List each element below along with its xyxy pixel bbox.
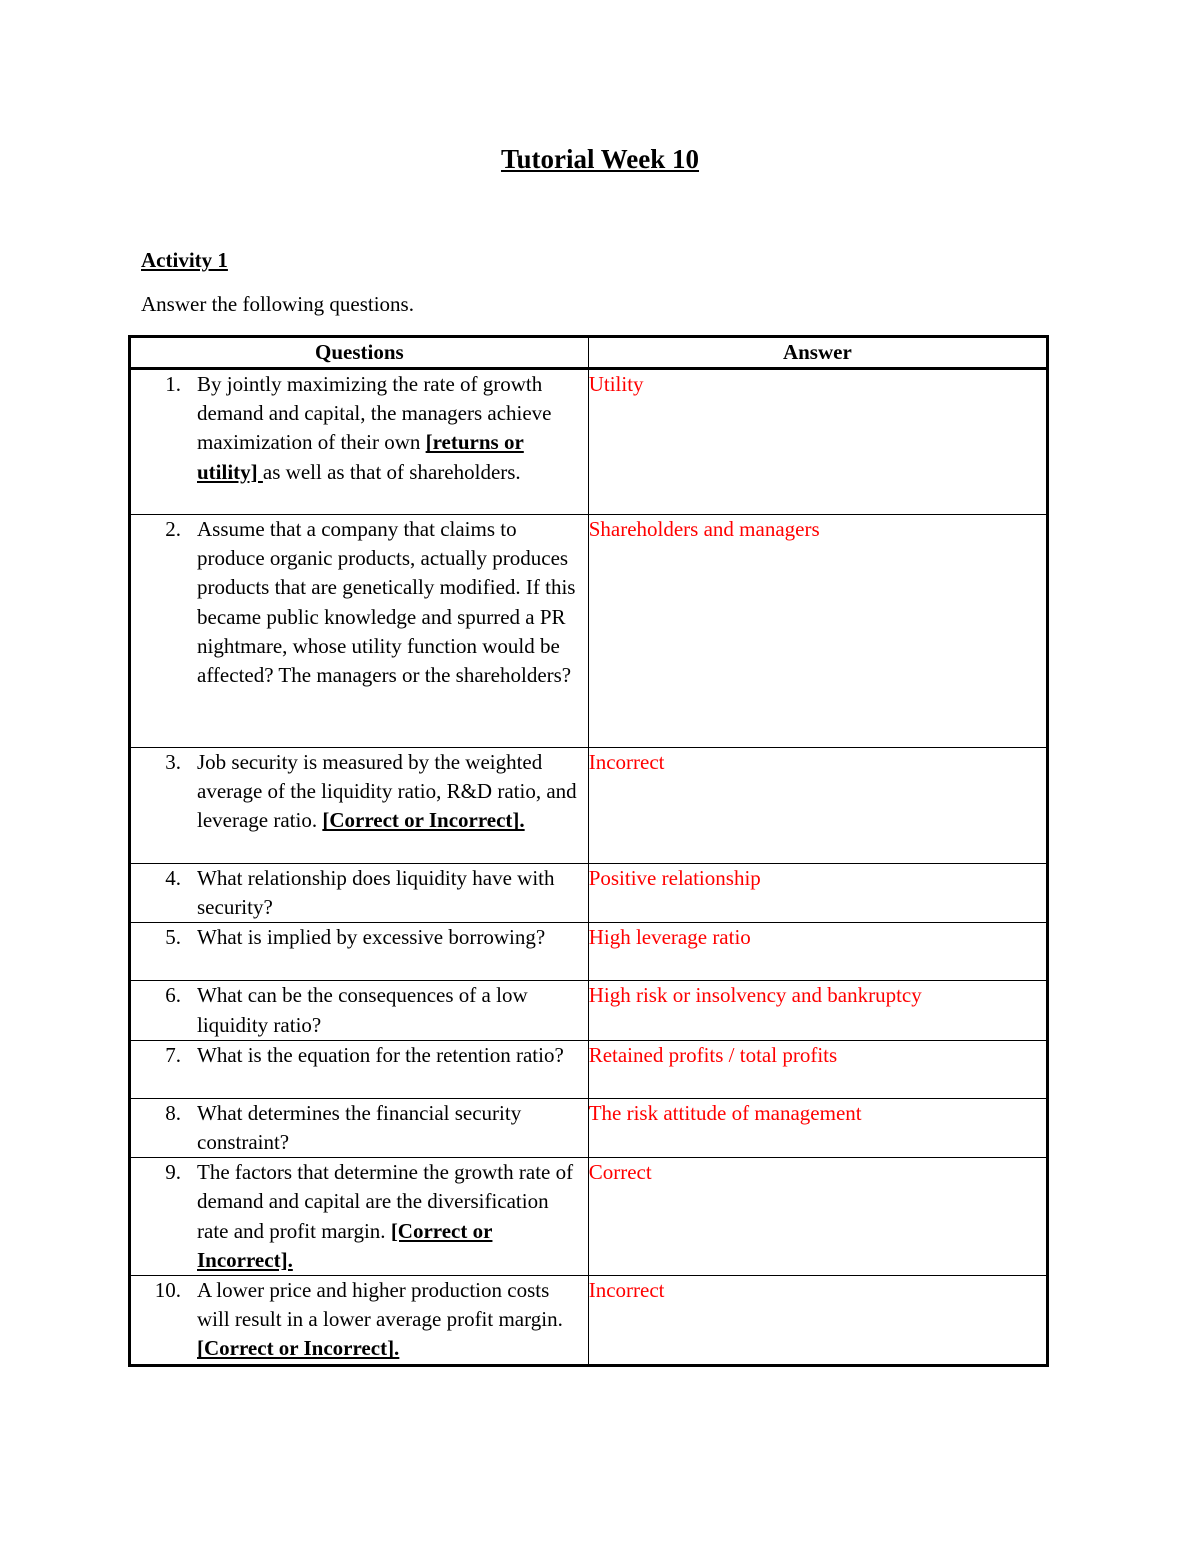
table-row — [130, 1098, 1048, 1157]
activity-heading: Activity 1 — [141, 248, 228, 272]
table-row — [130, 515, 1048, 748]
question-text — [197, 1099, 580, 1157]
question-cell — [130, 369, 589, 515]
question-cell — [130, 1276, 589, 1366]
table-row — [130, 1158, 1048, 1276]
question-choice-emphasis: [Correct or Incorrect]. — [197, 1218, 493, 1272]
question-text-main: What determines the financial security constraint? — [197, 1100, 522, 1155]
questions-column-header: Questions — [130, 337, 589, 369]
question-text-main: What relationship does liquidity have with security? — [197, 866, 555, 920]
question-text — [197, 748, 580, 836]
question-cell — [130, 981, 589, 1040]
answer-cell: High risk or insolvency and bankruptcy — [588, 981, 1047, 1040]
question-cell — [130, 1098, 589, 1157]
question-number: 9. — [165, 1160, 181, 1185]
question-number: 1. — [165, 372, 181, 396]
question-text-main: What can be the consequences of a low liquidity ratio? — [197, 983, 528, 1037]
question-choice-emphasis: [returns or utility] — [197, 430, 524, 484]
table-row — [130, 981, 1048, 1040]
question-cell — [130, 1158, 589, 1276]
question-text-main: By jointly maximizing the rate of growth demand and capital, the managers achieve maximization of their own — [197, 372, 552, 455]
question-number: 2. — [165, 517, 181, 541]
table-header-row — [130, 337, 1048, 369]
page-title: Tutorial Week 10 — [500, 144, 700, 174]
answer-cell: Shareholders and managers — [588, 515, 1047, 748]
question-cell — [130, 748, 589, 864]
question-cell — [130, 864, 589, 923]
question-text-tail: as well as that of shareholders. — [262, 459, 521, 484]
question-number: 4. — [165, 866, 181, 890]
answer-cell: Correct — [588, 1158, 1047, 1276]
table-row — [130, 923, 1048, 981]
question-text — [197, 923, 580, 952]
question-choice-emphasis: [Correct or Incorrect]. — [322, 808, 525, 833]
question-cell — [130, 1040, 589, 1098]
answer-cell: High leverage ratio — [588, 923, 1047, 981]
question-text-main: What is the equation for the retention ratio? — [197, 1042, 564, 1067]
table-body — [130, 369, 1048, 1366]
activity-instruction: Answer the following questions. — [141, 292, 414, 316]
question-text-main: The factors that determine the growth rate of demand and capital are the diversification rate and profit margin. — [197, 1160, 574, 1243]
question-number: 7. — [165, 1042, 181, 1067]
table-row — [130, 369, 1048, 515]
question-text — [197, 1158, 580, 1275]
question-text-main: Job security is measured by the weighted average of the liquidity ratio, R&D ratio, and leverage ratio. — [197, 750, 577, 833]
table-row — [130, 864, 1048, 923]
question-text — [197, 515, 580, 690]
question-text — [197, 370, 580, 487]
question-text — [197, 981, 580, 1039]
answer-cell: Positive relationship — [588, 864, 1047, 923]
answer-cell: The risk attitude of management — [588, 1098, 1047, 1157]
question-choice-emphasis: [Correct or Incorrect]. — [197, 1336, 400, 1361]
answer-cell: Incorrect — [588, 1276, 1047, 1366]
table-row — [130, 748, 1048, 864]
question-number: 8. — [165, 1100, 181, 1125]
question-text — [197, 1041, 580, 1070]
question-text-main: Assume that a company that claims to produce organic products, actually produces products that are genetically modified. If this became public knowledge and spurred a PR nightmare, whose utility function would be affected? The managers or the shareholders? — [197, 517, 576, 688]
qa-table — [128, 335, 1049, 1367]
answer-cell: Utility — [588, 369, 1047, 515]
question-number: 3. — [165, 750, 181, 774]
table-row — [130, 1040, 1048, 1098]
question-text-main: A lower price and higher production costs will result in a lower average profit margin. — [197, 1278, 563, 1332]
answer-column-header: Answer — [588, 337, 1047, 369]
answer-cell: Incorrect — [588, 748, 1047, 864]
question-cell — [130, 515, 589, 748]
question-text-main: What is implied by excessive borrowing? — [197, 925, 546, 950]
question-number: 5. — [165, 925, 181, 950]
table-row — [130, 1276, 1048, 1366]
question-text — [197, 1276, 580, 1364]
question-cell — [130, 923, 589, 981]
question-number: 6. — [165, 983, 181, 1008]
answer-cell: Retained profits / total profits — [588, 1040, 1047, 1098]
question-number: 10. — [154, 1278, 181, 1303]
question-text — [197, 864, 580, 922]
